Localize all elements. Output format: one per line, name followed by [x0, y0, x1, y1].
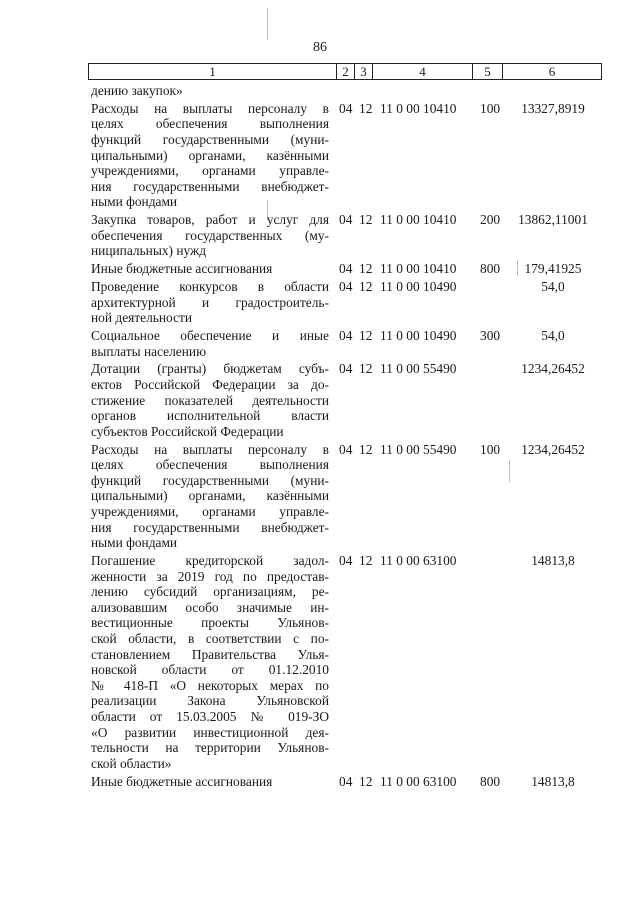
description-line: ской области» [91, 755, 172, 771]
amount: 13327,8919 [521, 100, 585, 116]
section-code: 04 [339, 212, 353, 228]
expense-type-code: 800 [480, 773, 501, 789]
section-code: 04 [339, 361, 353, 377]
page-number: 86 [313, 40, 327, 55]
description-line: тельности на территории Ульянов- [91, 740, 329, 756]
description-line: реализации Закона Ульяновской [91, 693, 329, 709]
target-article-code: 11 0 00 55490 [380, 441, 457, 457]
row-description [91, 442, 329, 551]
description-line: субъектов Российской Федерации [91, 423, 284, 439]
description-line: целях обеспечения выполнения [91, 457, 329, 473]
target-article-code: 11 0 00 10410 [380, 212, 457, 228]
section-code: 04 [339, 279, 353, 294]
section-code: 04 [339, 553, 353, 568]
description-line: Дотации (гранты) бюджетам субъ- [91, 361, 329, 377]
target-article-code: 11 0 00 10410 [380, 261, 457, 277]
amount: 54,0 [541, 328, 565, 343]
description-line: Иные бюджетные ассигнования [91, 773, 273, 789]
row-description [91, 261, 329, 277]
row-description [91, 361, 329, 439]
description-line: Проведение конкурсов в области [91, 279, 329, 294]
header-col-5: 5 [473, 64, 503, 79]
row-description [91, 553, 329, 771]
header-col-2: 2 [337, 64, 355, 79]
subsection-code: 12 [359, 261, 373, 277]
description-line: ализовавшим особо значимые ин- [91, 599, 329, 615]
amount: 1234,26452 [521, 361, 585, 377]
description-line: ниципальных) нужд [91, 243, 207, 259]
section-code: 04 [339, 773, 353, 789]
target-article-code: 11 0 00 63100 [380, 553, 457, 568]
description-line: выплаты населению [91, 343, 207, 359]
subsection-code: 12 [359, 328, 373, 343]
description-line: женности за 2019 год по предостав- [91, 568, 329, 584]
description-line: Закупка товаров, работ и услуг для [91, 212, 329, 228]
description-line: Социальное обеспечение и иные [91, 328, 329, 343]
target-article-code: 11 0 00 63100 [380, 773, 457, 789]
expense-type-code: 800 [480, 261, 501, 277]
header-col-4: 4 [373, 64, 473, 79]
amount: 179,41925 [524, 261, 582, 277]
target-article-code: 11 0 00 10410 [380, 100, 457, 116]
section-code: 04 [339, 328, 353, 343]
expense-type-code: 300 [480, 328, 501, 343]
header-col-3: 3 [355, 64, 373, 79]
expense-type-code: 100 [480, 441, 501, 457]
table-header [88, 63, 602, 80]
description-line: ципальными) органами, казёнными [91, 488, 329, 504]
row-description [91, 83, 329, 99]
section-code: 04 [339, 100, 353, 116]
description-line: области от 15.03.2005 № 019-ЗО [91, 708, 329, 724]
target-article-code: 11 0 00 10490 [380, 328, 457, 343]
row-description [91, 328, 329, 359]
header-col-6: 6 [548, 64, 556, 79]
description-line: ной деятельности [91, 310, 193, 326]
description-line: ектов Российской Федерации за до- [91, 376, 329, 392]
scan-mark [509, 460, 510, 482]
row-description [91, 101, 329, 210]
description-line: ными фондами [91, 194, 178, 210]
description-line: органов исполнительной власти [91, 408, 329, 424]
description-line: стижение показателей деятельности [91, 392, 329, 408]
description-line: новской области от 01.12.2010 [91, 662, 329, 678]
subsection-code: 12 [359, 279, 373, 294]
description-line: дению закупок» [91, 83, 183, 98]
description-line: Расходы на выплаты персоналу в [91, 100, 329, 116]
description-line: учреждениями, органами управле- [91, 163, 329, 179]
amount: 54,0 [541, 279, 565, 294]
scan-mark [267, 8, 268, 40]
header-col-1: 1 [89, 64, 337, 79]
row-description [91, 212, 329, 259]
amount: 14813,8 [531, 553, 575, 568]
subsection-code: 12 [359, 361, 373, 377]
description-line: функций государственными (муни- [91, 472, 329, 488]
amount: 14813,8 [531, 773, 575, 789]
section-code: 04 [339, 441, 353, 457]
description-line: функций государственными (муни- [91, 131, 329, 147]
description-line: Расходы на выплаты персоналу в [91, 441, 329, 457]
amount: 1234,26452 [521, 441, 585, 457]
description-line: обеспечения государственных (му- [91, 227, 329, 243]
section-code: 04 [339, 261, 353, 277]
description-line: архитектурной и градостроитель- [91, 294, 329, 310]
description-line: ния государственными внебюджет- [91, 178, 329, 194]
amount: 13862,11001 [518, 212, 588, 228]
description-line: становлением Правительства Улья- [91, 646, 329, 662]
description-line: учреждениями, органами управле- [91, 503, 329, 519]
subsection-code: 12 [359, 553, 373, 568]
subsection-code: 12 [359, 212, 373, 228]
description-line: ской области, в соответствии с по- [91, 630, 329, 646]
description-line: Иные бюджетные ассигнования [91, 261, 273, 277]
expense-type-code: 100 [480, 100, 501, 116]
row-description [91, 279, 329, 326]
subsection-code: 12 [359, 773, 373, 789]
subsection-code: 12 [359, 441, 373, 457]
target-article-code: 11 0 00 55490 [380, 361, 457, 377]
description-line: № 418-П «О некоторых мерах по [91, 677, 329, 693]
description-line: ными фондами [91, 535, 178, 551]
subsection-code: 12 [359, 100, 373, 116]
description-line: вестиционные проекты Ульянов- [91, 615, 329, 631]
description-line: лению субсидий организациям, ре- [91, 584, 329, 600]
row-description [91, 774, 329, 790]
description-line: целях обеспечения выполнения [91, 116, 329, 132]
expense-type-code: 200 [480, 212, 501, 228]
description-line: ния государственными внебюджет- [91, 519, 329, 535]
description-line: «О развитии инвестиционной дея- [91, 724, 329, 740]
description-line: ципальными) органами, казёнными [91, 147, 329, 163]
target-article-code: 11 0 00 10490 [380, 279, 457, 294]
description-line: Погашение кредиторской задол- [91, 553, 329, 568]
